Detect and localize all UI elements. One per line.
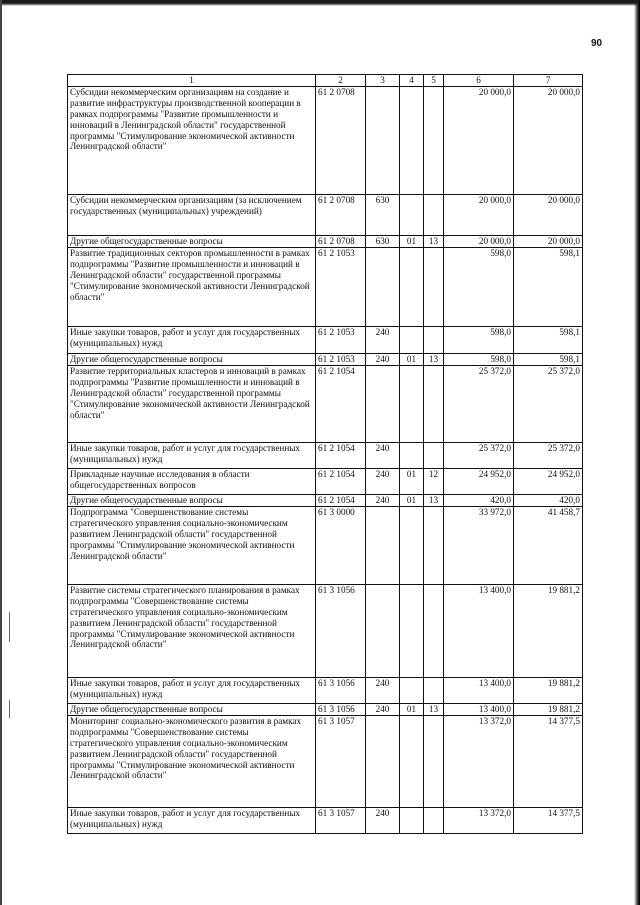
amount-year2: 41 458,7	[514, 506, 583, 584]
amount-year1: 24 952,0	[444, 468, 514, 494]
target-article: 61 3 1056	[316, 584, 366, 677]
section	[400, 247, 424, 326]
header-cell: 1	[68, 75, 316, 87]
expense-type: 240	[366, 494, 400, 506]
amount-year1: 13 400,0	[444, 677, 514, 703]
item-name: Другие общегосударственные вопросы	[68, 703, 316, 715]
table-row	[68, 506, 583, 584]
section: 01	[400, 353, 424, 365]
expense-type	[366, 584, 400, 677]
target-article: 61 2 1054	[316, 365, 366, 442]
amount-year2: 25 372,0	[514, 365, 583, 442]
amount-year2: 19 881,2	[514, 703, 583, 715]
amount-year1: 598,0	[444, 247, 514, 326]
table-row	[68, 494, 583, 506]
amount-year2: 598,1	[514, 326, 583, 353]
amount-year1: 25 372,0	[444, 442, 514, 468]
amount-year1: 33 972,0	[444, 506, 514, 584]
amount-year2: 420,0	[514, 494, 583, 506]
table-row	[68, 194, 583, 235]
target-article: 61 3 0000	[316, 506, 366, 584]
subsection	[424, 442, 444, 468]
section	[400, 715, 424, 807]
section: 01	[400, 494, 424, 506]
item-name: Подпрограмма "Совершенствование системы стратегического управления социально-экономическим развитием Ленинградской области" государственной программы "Стимулирование экономической активности Ленинградской области"	[68, 506, 316, 584]
expense-type: 240	[366, 468, 400, 494]
expense-type: 630	[366, 235, 400, 247]
amount-year2: 24 952,0	[514, 468, 583, 494]
item-name: Иные закупки товаров, работ и услуг для государственных (муниципальных) нужд	[68, 326, 316, 353]
amount-year1: 598,0	[444, 326, 514, 353]
item-name: Другие общегосударственные вопросы	[68, 235, 316, 247]
amount-year2: 14 377,5	[514, 715, 583, 807]
expense-type: 630	[366, 194, 400, 235]
amount-year2: 19 881,2	[514, 584, 583, 677]
amount-year1: 20 000,0	[444, 86, 514, 194]
section: 01	[400, 468, 424, 494]
table-row	[68, 247, 583, 326]
subsection	[424, 247, 444, 326]
amount-year1: 13 400,0	[444, 703, 514, 715]
table-row	[68, 86, 583, 194]
section	[400, 326, 424, 353]
amount-year1: 13 372,0	[444, 715, 514, 807]
subsection	[424, 194, 444, 235]
scan-speck	[9, 700, 10, 718]
amount-year1: 20 000,0	[444, 235, 514, 247]
target-article: 61 2 1053	[316, 247, 366, 326]
amount-year2: 20 000,0	[514, 86, 583, 194]
scan-speck	[9, 612, 10, 642]
table-row	[68, 235, 583, 247]
table-row	[68, 703, 583, 715]
amount-year1: 598,0	[444, 353, 514, 365]
subsection: 13	[424, 353, 444, 365]
section	[400, 86, 424, 194]
header-row	[68, 75, 583, 87]
subsection: 13	[424, 703, 444, 715]
expense-type: 240	[366, 353, 400, 365]
item-name: Субсидии некоммерческим организациям (за исключением государственных (муниципальных) учреждений)	[68, 194, 316, 235]
item-name: Иные закупки товаров, работ и услуг для государственных (муниципальных) нужд	[68, 807, 316, 833]
scan-edge-left	[0, 0, 2, 905]
item-name: Развитие территориальных кластеров и инноваций в рамках подпрограммы "Развитие промышленности и инноваций в Ленинградской области" государственной программы "Стимулирование экономической активности Ленинградской области"	[68, 365, 316, 442]
header-cell: 6	[444, 75, 514, 87]
expense-type: 240	[366, 807, 400, 833]
scan-edge-top	[0, 0, 640, 6]
expense-type	[366, 86, 400, 194]
section	[400, 365, 424, 442]
subsection	[424, 86, 444, 194]
subsection	[424, 365, 444, 442]
subsection	[424, 506, 444, 584]
amount-year1: 420,0	[444, 494, 514, 506]
item-name: Развитие традиционных секторов промышленности в рамках подпрограммы "Развитие промышленности и инноваций в Ленинградской области" государственной программы "Стимулирование экономической активности Ленинградской области"	[68, 247, 316, 326]
expense-type: 240	[366, 677, 400, 703]
expense-type: 240	[366, 442, 400, 468]
table-row	[68, 365, 583, 442]
amount-year2: 14 377,5	[514, 807, 583, 833]
amount-year2: 598,1	[514, 247, 583, 326]
budget-table	[67, 74, 583, 834]
expense-type	[366, 365, 400, 442]
amount-year2: 20 000,0	[514, 194, 583, 235]
amount-year2: 19 881,2	[514, 677, 583, 703]
header-cell: 7	[514, 75, 583, 87]
amount-year1: 13 400,0	[444, 584, 514, 677]
table-row	[68, 468, 583, 494]
subsection	[424, 326, 444, 353]
target-article: 61 2 1054	[316, 442, 366, 468]
target-article: 61 2 0708	[316, 86, 366, 194]
target-article: 61 3 1056	[316, 677, 366, 703]
item-name: Иные закупки товаров, работ и услуг для государственных (муниципальных) нужд	[68, 442, 316, 468]
target-article: 61 3 1057	[316, 715, 366, 807]
target-article: 61 3 1056	[316, 703, 366, 715]
amount-year1: 25 372,0	[444, 365, 514, 442]
table-row	[68, 353, 583, 365]
expense-type: 240	[366, 326, 400, 353]
subsection	[424, 715, 444, 807]
item-name: Мониторинг социально-экономического развития в рамках подпрограммы "Совершенствование системы стратегического управления социально-экономическим развитием Ленинградской области" государственной программы "Стимулирование экономической активности Ленинградской области"	[68, 715, 316, 807]
expense-type	[366, 506, 400, 584]
section: 01	[400, 235, 424, 247]
scan-edge-right	[634, 0, 640, 905]
table-row	[68, 677, 583, 703]
header-cell: 3	[366, 75, 400, 87]
section	[400, 677, 424, 703]
subsection	[424, 584, 444, 677]
amount-year2: 20 000,0	[514, 235, 583, 247]
header-cell: 5	[424, 75, 444, 87]
item-name: Субсидии некоммерческим организациям на создание и развитие инфраструктуры производственной кооперации в рамках подпрограммы "Развитие промышленности и инноваций в Ленинградской области" государственной программы "Стимулирование экономической активности Ленинградской области"	[68, 86, 316, 194]
amount-year2: 25 372,0	[514, 442, 583, 468]
target-article: 61 2 1053	[316, 353, 366, 365]
section	[400, 442, 424, 468]
header-cell: 2	[316, 75, 366, 87]
section	[400, 194, 424, 235]
amount-year1: 13 372,0	[444, 807, 514, 833]
table-row	[68, 442, 583, 468]
amount-year2: 598,1	[514, 353, 583, 365]
table-row	[68, 807, 583, 833]
item-name: Другие общегосударственные вопросы	[68, 353, 316, 365]
subsection	[424, 677, 444, 703]
target-article: 61 2 1054	[316, 494, 366, 506]
expense-type	[366, 715, 400, 807]
table-row	[68, 326, 583, 353]
subsection	[424, 807, 444, 833]
section	[400, 807, 424, 833]
subsection: 13	[424, 494, 444, 506]
item-name: Прикладные научные исследования в области общегосударственных вопросов	[68, 468, 316, 494]
section: 01	[400, 703, 424, 715]
header-cell: 4	[400, 75, 424, 87]
expense-type	[366, 247, 400, 326]
target-article: 61 2 0708	[316, 235, 366, 247]
item-name: Развитие системы стратегического планирования в рамках подпрограммы "Совершенствование системы стратегического управления социально-экономическим развитием Ленинградской области" государственной программы "Стимулирование экономической активности Ленинградской области"	[68, 584, 316, 677]
amount-year1: 20 000,0	[444, 194, 514, 235]
target-article: 61 3 1057	[316, 807, 366, 833]
target-article: 61 2 0708	[316, 194, 366, 235]
page-number: 90	[591, 38, 603, 49]
target-article: 61 2 1054	[316, 468, 366, 494]
item-name: Другие общегосударственные вопросы	[68, 494, 316, 506]
target-article: 61 2 1053	[316, 326, 366, 353]
table-row	[68, 584, 583, 677]
item-name: Иные закупки товаров, работ и услуг для государственных (муниципальных) нужд	[68, 677, 316, 703]
table-row	[68, 715, 583, 807]
subsection: 13	[424, 235, 444, 247]
subsection: 12	[424, 468, 444, 494]
expense-type: 240	[366, 703, 400, 715]
section	[400, 584, 424, 677]
section	[400, 506, 424, 584]
